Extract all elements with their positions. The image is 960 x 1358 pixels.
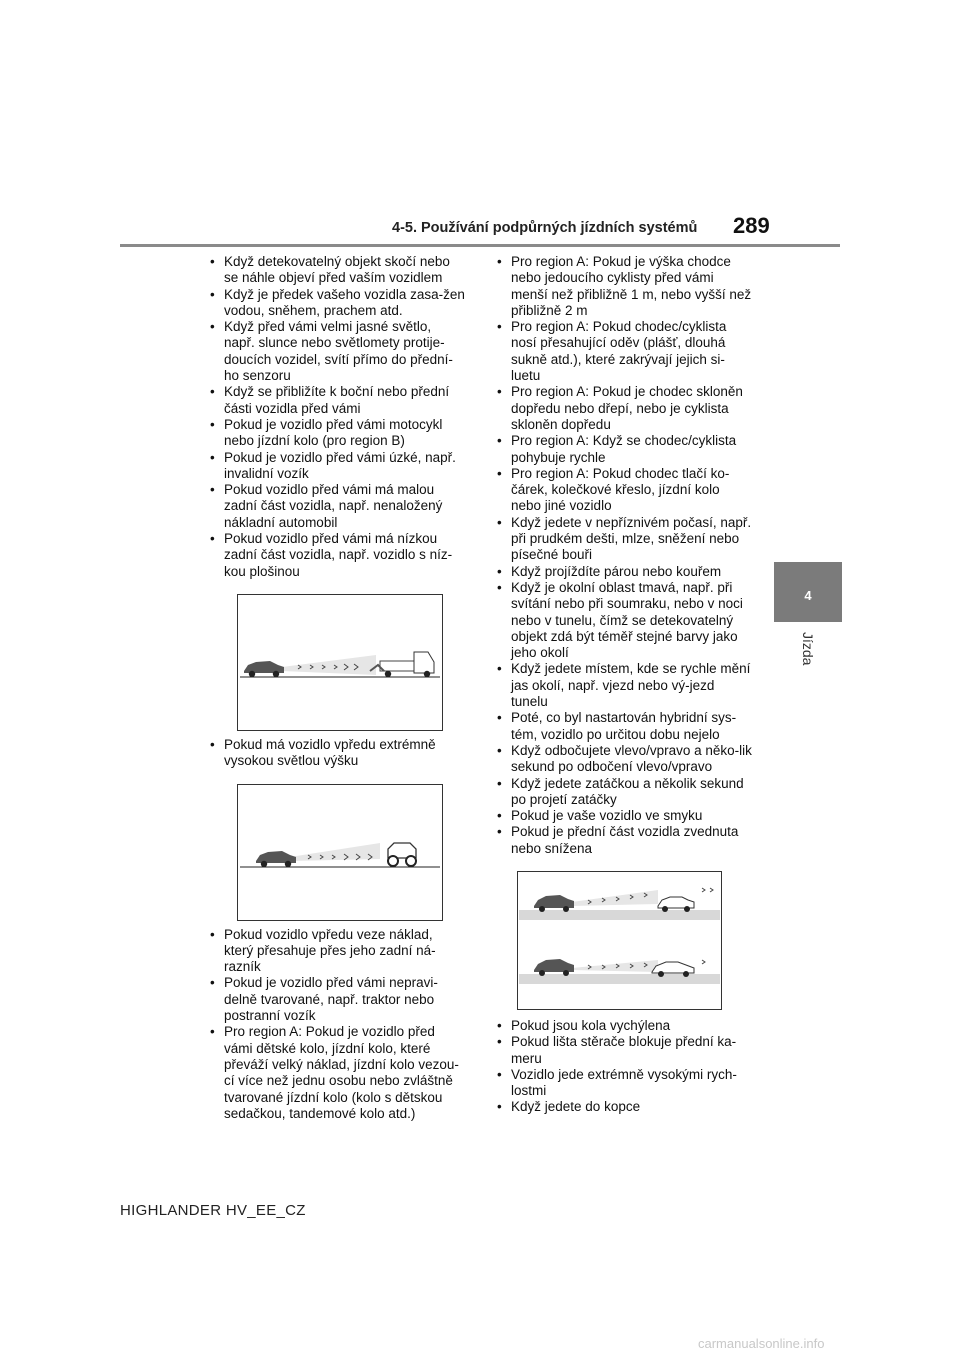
illustration-raised-and-lowered-front bbox=[518, 872, 721, 1009]
bullet-list bbox=[205, 927, 465, 1123]
list-item: • Když je předek vašeho vozidla zasa-žen vodou, sněhem, prachem atd. bbox=[205, 287, 465, 320]
list-item: • Pro region A: Pokud chodec/cyklista nosí přesahující oděv (plášť, dlouhá sukně atd.), které zakrývají jejich si-luetu bbox=[492, 319, 752, 384]
right-column bbox=[492, 254, 752, 1116]
list-item: • Pro region A: Pokud je výška chodce nebo jedoucího cyklisty před vámi menší než přibližně 1 m, nebo vyšší než přibližně 2 m bbox=[492, 254, 752, 319]
bullet-list bbox=[492, 254, 752, 857]
list-item: • Když je okolní oblast tmavá, např. při svítání nebo při soumraku, nebo v noci nebo v tunelu, čímž se detekovatelný objekt zdá být téměř stejné barvy jako jeho okolí bbox=[492, 580, 752, 661]
list-item: • Vozidlo jede extrémně vysokými rych-lostmi bbox=[492, 1067, 752, 1100]
bullet-list bbox=[492, 1018, 752, 1116]
figure-high-clearance bbox=[237, 784, 443, 921]
list-item: • Když detekovatelný objekt skočí nebo se náhle objeví před vaším vozidlem bbox=[205, 254, 465, 287]
section-title: 4-5. Používání podpůrných jízdních systémů bbox=[392, 220, 698, 236]
left-column bbox=[205, 254, 465, 1122]
list-item: • Když jedete zatáčkou a několik sekund po projetí zatáčky bbox=[492, 776, 752, 809]
list-item: • Pokud je vaše vozidlo ve smyku bbox=[492, 808, 752, 824]
chapter-tab bbox=[774, 562, 842, 622]
list-item: • Když jedete místem, kde se rychle mění jas okolí, např. vjezd nebo vý-jezd tunelu bbox=[492, 661, 752, 710]
list-item: • Když odbočujete vlevo/vpravo a něko-lik sekund po odbočení vlevo/vpravo bbox=[492, 743, 752, 776]
list-item: • Pro region A: Pokud je chodec skloněn dopředu nebo dřepí, nebo je cyklista skloněn dopředu bbox=[492, 384, 752, 433]
list-item: • Když projíždíte párou nebo kouřem bbox=[492, 564, 752, 580]
list-item: • Pokud lišta stěrače blokuje přední ka-meru bbox=[492, 1034, 752, 1067]
model-code: HIGHLANDER HV_EE_CZ bbox=[120, 1202, 306, 1219]
illustration-car-following-truck bbox=[238, 595, 442, 730]
figure-truck-loaded bbox=[237, 594, 443, 731]
watermark: carmanualsonline.info bbox=[698, 1336, 825, 1351]
list-item: • Pro region A: Když se chodec/cyklista pohybuje rychle bbox=[492, 433, 752, 466]
illustration-car-following-suv bbox=[238, 785, 442, 920]
list-item: • Pokud je přední část vozidla zvednuta nebo snížena bbox=[492, 824, 752, 857]
list-item: • Pokud jsou kola vychýlena bbox=[492, 1018, 752, 1034]
figure-vehicle-front-raised bbox=[517, 871, 722, 1010]
list-item: • Pro region A: Pokud je vozidlo před vámi dětské kolo, jízdní kolo, které převáží velký náklad, jízdní kolo vezou-cí více než jednu osobu nebo zvláštně tvarované jízdní kolo (kolo s dětskou sedačkou, tandemové kolo atd.) bbox=[205, 1024, 465, 1122]
list-item: • Pro region A: Pokud chodec tlačí ko-čárek, kolečkové křeslo, jízdní kolo nebo jiné vozidlo bbox=[492, 466, 752, 515]
list-item: • Když jedete v nepříznivém počasí, např. při prudkém dešti, mlze, sněžení nebo písečné bouři bbox=[492, 515, 752, 564]
bullet-list bbox=[205, 737, 465, 770]
chapter-number: 4 bbox=[804, 588, 812, 603]
list-item: • Poté, co byl nastartován hybridní sys-tém, vozidlo po určitou dobu nejelo bbox=[492, 710, 752, 743]
list-item: • Pokud je vozidlo před vámi úzké, např. invalidní vozík bbox=[205, 450, 465, 483]
list-item: • Pokud je vozidlo před vámi motocykl nebo jízdní kolo (pro region B) bbox=[205, 417, 465, 450]
list-item: • Pokud vozidlo vpředu veze náklad, který přesahuje přes jeho zadní ná-razník bbox=[205, 927, 465, 976]
bullet-list bbox=[205, 254, 465, 580]
list-item: • Když jedete do kopce bbox=[492, 1099, 752, 1115]
page-number: 289 bbox=[733, 213, 770, 238]
chapter-label: Jízda bbox=[800, 632, 816, 666]
list-item: • Když se přibližíte k boční nebo přední části vozidla před vámi bbox=[205, 384, 465, 417]
list-item: • Když před vámi velmi jasné světlo, např. slunce nebo světlomety protije-doucích vozidel, svítí přímo do přední-ho senzoru bbox=[205, 319, 465, 384]
list-item: • Pokud vozidlo před vámi má nízkou zadní část vozidla, např. vozidlo s níz-kou plošinou bbox=[205, 531, 465, 580]
list-item: • Pokud má vozidlo vpředu extrémně vysokou světlou výšku bbox=[205, 737, 465, 770]
header-rule bbox=[120, 244, 840, 247]
list-item: • Pokud je vozidlo před vámi nepravi-delně tvarované, např. traktor nebo postranní vozík bbox=[205, 975, 465, 1024]
list-item: • Pokud vozidlo před vámi má malou zadní část vozidla, např. nenaložený nákladní automobil bbox=[205, 482, 465, 531]
